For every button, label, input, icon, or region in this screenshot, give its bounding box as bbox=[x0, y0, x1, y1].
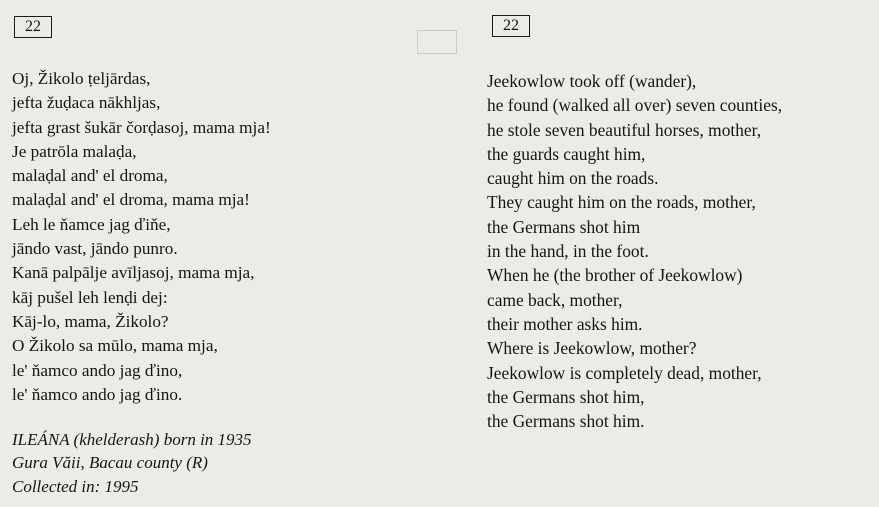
romani-line: Kāj-lo, mama, Žikolo? bbox=[12, 311, 169, 331]
translation-line: the guards caught him, bbox=[487, 143, 646, 164]
right-song-number: 22 bbox=[492, 15, 530, 37]
translation-line: Where is Jeekowlow, mother? bbox=[487, 338, 697, 359]
romani-line: Oj, Žikolo ṭeljārdas, bbox=[12, 69, 151, 88]
translation-line: their mother asks him. bbox=[487, 313, 643, 334]
translation-line: the Germans shot him. bbox=[487, 411, 645, 432]
translation-line: he found (walked all over) seven counties, bbox=[487, 95, 783, 116]
romani-line: Kanā palpālje avīljasoj, mama mja, bbox=[12, 263, 255, 283]
romani-line: Je patrōla malaḍa, bbox=[12, 141, 137, 161]
romani-lyrics-column bbox=[12, 67, 432, 407]
romani-line: jefta žuḍaca nākhljas, bbox=[12, 93, 161, 113]
romani-line: le' ňamco ando jag ďino, bbox=[12, 360, 183, 380]
romani-line: malaḍal and' el droma, bbox=[12, 166, 168, 186]
translation-line: he stole seven beautiful horses, mother, bbox=[487, 119, 762, 140]
translation-line: the Germans shot him, bbox=[487, 386, 645, 407]
collection-year-line: Collected in: 1995 bbox=[12, 476, 139, 496]
translation-line: in the hand, in the foot. bbox=[487, 241, 649, 262]
translation-line: They caught him on the roads, mother, bbox=[487, 192, 756, 213]
translation-line: came back, mother, bbox=[487, 289, 623, 310]
singer-name-line: ILEÁNA (khelderash) born in 1935 bbox=[12, 430, 252, 449]
bleed-through-page-number bbox=[417, 30, 457, 54]
romani-line: kāj pušel leh lenḍi dej: bbox=[12, 287, 168, 307]
singer-credits bbox=[12, 428, 252, 498]
translation-line: caught him on the roads. bbox=[487, 168, 659, 189]
romani-line: jāndo vast, jāndo punro. bbox=[12, 239, 178, 259]
left-song-number: 22 bbox=[14, 16, 52, 38]
romani-line: malaḍal and' el droma, mama mja! bbox=[12, 190, 250, 210]
translation-line: the Germans shot him bbox=[487, 216, 641, 237]
romani-line: jefta grast šukār čorḍasoj, mama mja! bbox=[12, 117, 271, 137]
singer-location-line: Gura Văii, Bacau county (R) bbox=[12, 453, 208, 473]
romani-line: Leh le ňamce jag ďiňe, bbox=[12, 214, 171, 234]
romani-line: le' ňamco ando jag ďino. bbox=[12, 384, 183, 404]
english-translation-column bbox=[487, 69, 877, 433]
translation-line: When he (the brother of Jeekowlow) bbox=[487, 265, 743, 286]
translation-line: Jeekowlow took off (wander), bbox=[487, 71, 697, 91]
translation-line: Jeekowlow is completely dead, mother, bbox=[487, 362, 762, 383]
romani-line: O Žikolo sa mūlo, mama mja, bbox=[12, 336, 218, 356]
